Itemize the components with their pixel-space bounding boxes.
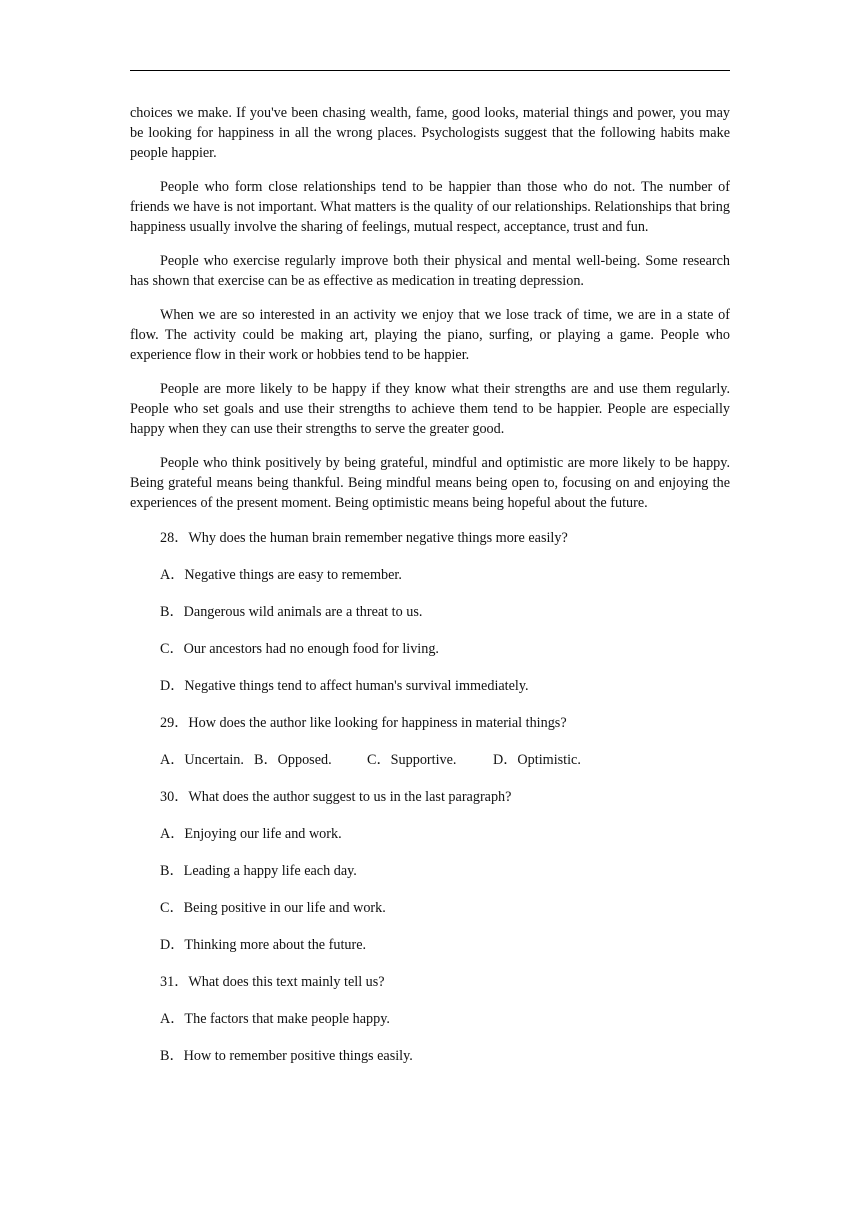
question-stem: 31．What does this text mainly tell us? (160, 974, 385, 990)
answer-options-row (130, 750, 730, 770)
answer-option: A．The factors that make people happy. (160, 1011, 390, 1027)
question-30 (130, 787, 730, 955)
answer-option: D．Optimistic. (493, 752, 581, 768)
answer-option: C．Being positive in our life and work. (160, 900, 386, 916)
question-31 (130, 972, 730, 1066)
answer-option: A．Enjoying our life and work. (160, 826, 342, 842)
answer-option: A．Uncertain. (160, 752, 244, 768)
question-28 (130, 528, 730, 696)
answer-option: D．Negative things tend to affect human's survival immediately. (160, 678, 529, 694)
passage-paragraph: People who exercise regularly improve both their physical and mental well-being. Some research has shown that exercise can be as effective as medication in treating depression. (130, 253, 730, 289)
passage-paragraph: People who form close relationships tend to be happier than those who do not. The number of friends we have is not important. What matters is the quality of our relationships. Relationships that bring happiness usually involve the sharing of feelings, mutual respect, acceptance, trust and fun. (130, 179, 730, 235)
answer-option: B．Leading a happy life each day. (160, 863, 357, 879)
passage-paragraph: choices we make. If you've been chasing wealth, fame, good looks, material things and power, you may be looking for happiness in all the wrong places. Psychologists suggest that the following habits make people happier. (130, 105, 730, 161)
answer-option: A．Negative things are easy to remember. (160, 567, 402, 583)
question-stem: 29．How does the author like looking for happiness in material things? (160, 715, 567, 731)
answer-option: C．Our ancestors had no enough food for living. (160, 641, 439, 657)
passage-paragraph: People who think positively by being grateful, mindful and optimistic are more likely to be happy. Being grateful means being thankful. Being mindful means being open to, focusing on and enjoying the experiences of the present moment. Being optimistic means being hopeful about the future. (130, 455, 730, 511)
answer-option: B．How to remember positive things easily. (160, 1048, 413, 1064)
answer-option: B．Dangerous wild animals are a threat to us. (160, 604, 423, 620)
answer-option: B．Opposed. (254, 752, 332, 768)
question-stem: 30．What does the author suggest to us in the last paragraph? (160, 789, 512, 805)
header-rule (130, 70, 730, 71)
question-29 (130, 713, 730, 770)
passage-paragraph: People are more likely to be happy if they know what their strengths are and use them regularly. People who set goals and use their strengths to achieve them tend to be happier. People are especially happy when they can use their strengths to serve the greater good. (130, 381, 730, 437)
passage-paragraph: When we are so interested in an activity we enjoy that we lose track of time, we are in a state of flow. The activity could be making art, playing the piano, surfing, or playing a game. People who experience flow in their work or hobbies tend to be happier. (130, 307, 730, 363)
answer-option: C．Supportive. (367, 752, 457, 768)
question-stem: 28．Why does the human brain remember negative things more easily? (160, 530, 568, 546)
document-body (130, 103, 730, 1066)
answer-option: D．Thinking more about the future. (160, 937, 367, 953)
